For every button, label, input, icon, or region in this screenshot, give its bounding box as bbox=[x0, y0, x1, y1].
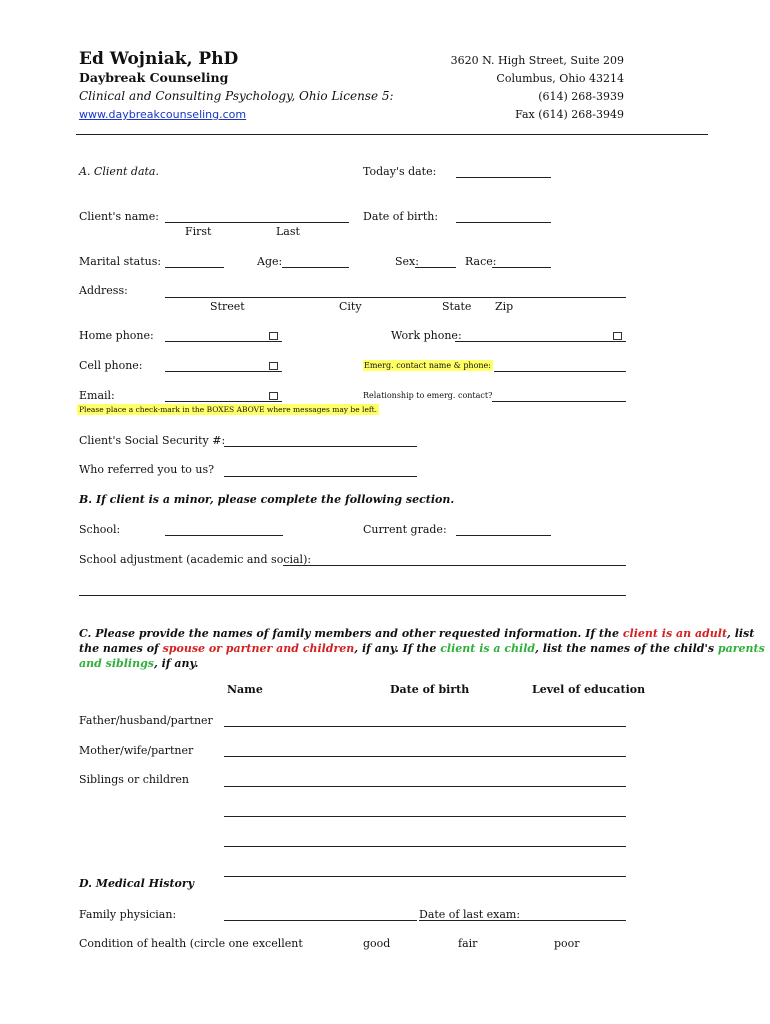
school-field[interactable] bbox=[165, 535, 283, 536]
section-c-text-11: , if any. bbox=[153, 657, 199, 670]
address-line2: Columbus, Ohio 43214 bbox=[496, 72, 624, 85]
date-of-birth-label: Date of birth: bbox=[363, 210, 439, 223]
date-of-birth-field[interactable] bbox=[456, 222, 551, 223]
email-field[interactable] bbox=[165, 401, 282, 402]
referred-by-label: Who referred you to us? bbox=[79, 463, 215, 476]
parents-text: parents bbox=[717, 642, 765, 655]
family-physician-label: Family physician: bbox=[79, 908, 177, 921]
spouse-partner-children-text: spouse or partner and children bbox=[162, 642, 355, 655]
and-siblings-text: and siblings bbox=[79, 657, 154, 670]
section-c-text-3: , list bbox=[727, 627, 755, 640]
siblings-field-2[interactable] bbox=[224, 816, 626, 817]
condition-poor-option[interactable]: poor bbox=[554, 937, 580, 950]
condition-good-option[interactable]: good bbox=[363, 937, 391, 950]
column-header-dob: Date of birth bbox=[390, 683, 470, 696]
last-caption: Last bbox=[276, 225, 300, 238]
emergency-contact-label: Emerg. contact name & phone: bbox=[364, 361, 491, 370]
marital-status-label: Marital status: bbox=[79, 255, 162, 268]
date-last-exam-field[interactable] bbox=[419, 920, 626, 921]
section-c-text-4: the names of bbox=[79, 642, 163, 655]
practice-name: Daybreak Counseling bbox=[79, 70, 229, 85]
mother-field[interactable] bbox=[224, 756, 626, 757]
condition-of-health-label: Condition of health (circle one excellent bbox=[79, 937, 303, 950]
email-label: Email: bbox=[79, 389, 115, 402]
school-adjustment-label: School adjustment (academic and social): bbox=[79, 553, 312, 566]
section-a-heading: A. Client data. bbox=[79, 165, 159, 178]
referred-by-field[interactable] bbox=[224, 476, 417, 477]
cell-phone-message-checkbox[interactable] bbox=[269, 362, 278, 370]
city-caption: City bbox=[339, 300, 362, 313]
mother-label: Mother/wife/partner bbox=[79, 744, 194, 757]
school-label: School: bbox=[79, 523, 121, 536]
home-phone-label: Home phone: bbox=[79, 329, 154, 342]
todays-date-label: Today's date: bbox=[363, 165, 437, 178]
siblings-field-1[interactable] bbox=[224, 786, 626, 787]
client-is-child-text: client is a child bbox=[440, 642, 536, 655]
age-label: Age: bbox=[257, 255, 283, 268]
section-c-line1 bbox=[79, 627, 754, 640]
siblings-label: Siblings or children bbox=[79, 773, 189, 786]
marital-status-field[interactable] bbox=[165, 267, 224, 268]
state-caption: State bbox=[442, 300, 472, 313]
date-last-exam-label: Date of last exam: bbox=[419, 908, 521, 921]
ssn-label: Client's Social Security #: bbox=[79, 434, 226, 447]
website-link[interactable]: www.daybreakcounseling.com bbox=[79, 108, 247, 121]
emergency-contact-field[interactable] bbox=[494, 371, 626, 372]
section-c-text-1: C. Please provide the names of family members and other requested information. If the bbox=[79, 627, 623, 640]
clients-name-field[interactable] bbox=[165, 222, 349, 223]
zip-caption: Zip bbox=[495, 300, 514, 313]
age-field[interactable] bbox=[282, 267, 349, 268]
work-phone-label: Work phone: bbox=[391, 329, 462, 342]
home-phone-field[interactable] bbox=[165, 341, 282, 342]
specialty-line: Clinical and Consulting Psychology, Ohio License 5: bbox=[79, 89, 394, 103]
fax-number: Fax (614) 268-3949 bbox=[515, 108, 624, 121]
first-caption: First bbox=[185, 225, 212, 238]
address-field[interactable] bbox=[165, 297, 626, 298]
section-c-text-8: , list the names of the child's bbox=[535, 642, 718, 655]
school-adjustment-field-2[interactable] bbox=[79, 595, 626, 596]
sex-field[interactable] bbox=[415, 267, 456, 268]
phone-number: (614) 268-3939 bbox=[538, 90, 624, 103]
race-field[interactable] bbox=[492, 267, 551, 268]
cell-phone-field[interactable] bbox=[165, 371, 282, 372]
email-message-checkbox[interactable] bbox=[269, 392, 278, 400]
checkmark-instruction: Please place a check-mark in the BOXES ABOVE where messages may be left. bbox=[79, 405, 378, 414]
provider-name: Ed Wojniak, PhD bbox=[79, 49, 239, 69]
father-label: Father/husband/partner bbox=[79, 714, 213, 727]
home-phone-message-checkbox[interactable] bbox=[269, 332, 278, 340]
sex-label: Sex: bbox=[395, 255, 419, 268]
street-caption: Street bbox=[210, 300, 245, 313]
siblings-field-3[interactable] bbox=[224, 846, 626, 847]
current-grade-field[interactable] bbox=[456, 535, 551, 536]
work-phone-field[interactable] bbox=[455, 341, 626, 342]
client-is-adult-text: client is an adult bbox=[622, 627, 728, 640]
header-divider bbox=[76, 134, 708, 135]
cell-phone-label: Cell phone: bbox=[79, 359, 143, 372]
condition-fair-option[interactable]: fair bbox=[458, 937, 478, 950]
siblings-field-4[interactable] bbox=[224, 876, 626, 877]
relationship-label: Relationship to emerg. contact? bbox=[363, 391, 493, 400]
section-c-text-6: , if any. If the bbox=[354, 642, 441, 655]
address-label: Address: bbox=[79, 284, 128, 297]
race-label: Race: bbox=[465, 255, 497, 268]
family-physician-field[interactable] bbox=[224, 920, 417, 921]
relationship-field[interactable] bbox=[492, 401, 626, 402]
column-header-name: Name bbox=[227, 683, 263, 696]
father-field[interactable] bbox=[224, 726, 626, 727]
address-line1: 3620 N. High Street, Suite 209 bbox=[450, 54, 624, 67]
school-adjustment-field[interactable] bbox=[283, 565, 626, 566]
section-d-heading: D. Medical History bbox=[79, 877, 195, 890]
section-b-heading: B. If client is a minor, please complete the following section. bbox=[79, 493, 455, 506]
column-header-education: Level of education bbox=[532, 683, 646, 696]
current-grade-label: Current grade: bbox=[363, 523, 447, 536]
section-c-line3 bbox=[79, 657, 198, 670]
section-c-line2 bbox=[79, 642, 765, 655]
work-phone-message-checkbox[interactable] bbox=[613, 332, 622, 340]
ssn-field[interactable] bbox=[224, 446, 417, 447]
clients-name-label: Client's name: bbox=[79, 210, 159, 223]
todays-date-field[interactable] bbox=[456, 177, 551, 178]
